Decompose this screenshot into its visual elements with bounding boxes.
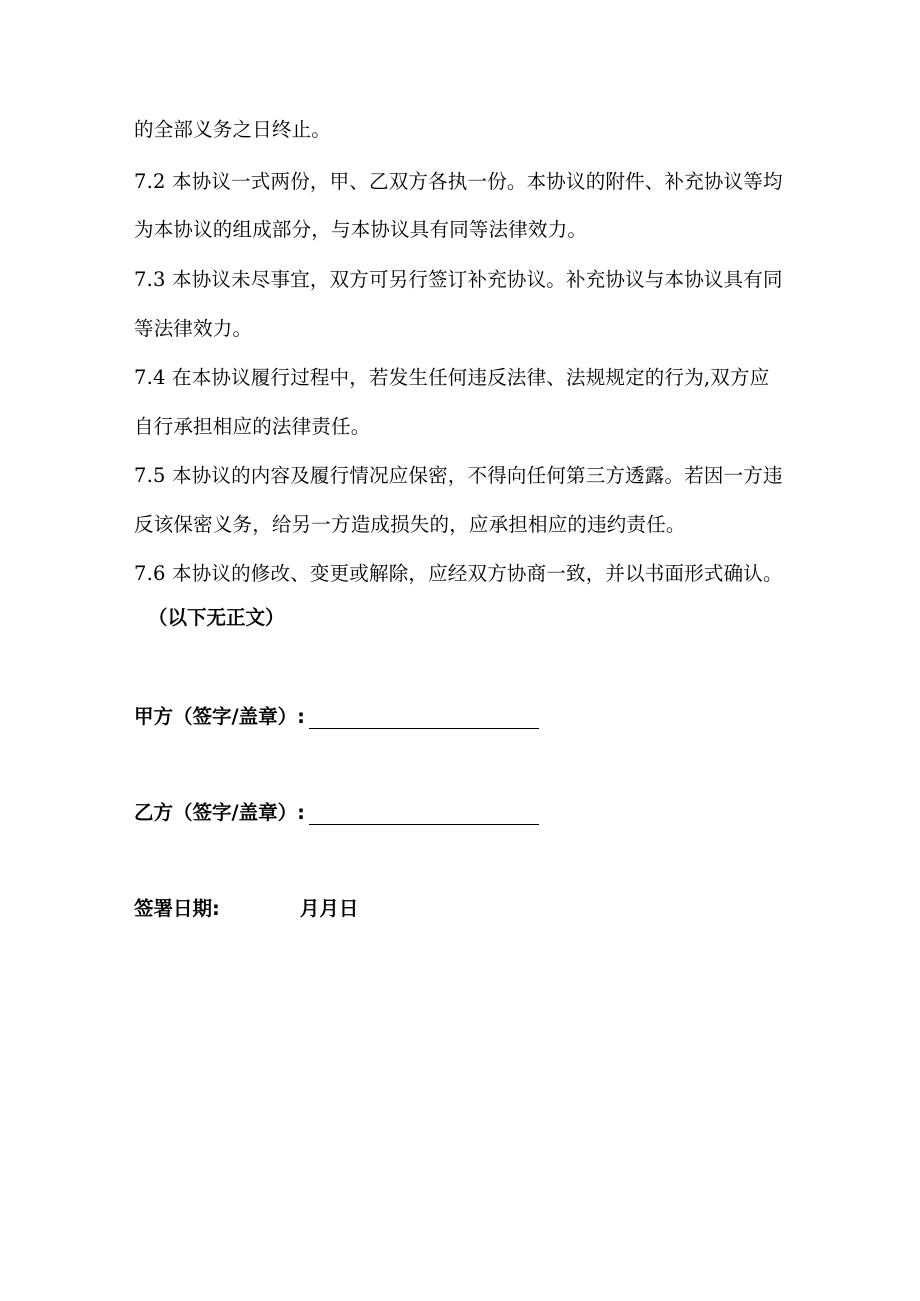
clause-line: 的全部义务之日终止。 <box>134 118 332 141</box>
clause-line: 7.4 在本协议履行过程中，若发生任何违反法律、法规规定的行为,双方应 <box>134 366 770 389</box>
clause-line: 7.5 本协议的内容及履行情况应保密，不得向任何第三方透露。若因一方违 <box>134 464 783 487</box>
signing-date-value: 月月日 <box>299 897 359 920</box>
signing-date <box>134 897 358 921</box>
clause-line: 7.2 本协议一式两份，甲、乙双方各执一份。本协议的附件、补充协议等均 <box>134 170 783 193</box>
end-of-text-note: （以下无正文） <box>148 606 285 629</box>
party-a-signature-line <box>309 706 539 729</box>
party-a-signature <box>134 705 539 729</box>
party-b-label: 乙方（签字/盖章）: <box>134 801 305 824</box>
clause-line: 7.6 本协议的修改、变更或解除，应经双方协商一致，并以书面形式确认。 <box>134 562 783 585</box>
party-b-signature <box>134 801 539 825</box>
clause-line: 自行承担相应的法律责任。 <box>134 415 371 438</box>
clause-line: 等法律效力。 <box>134 317 253 340</box>
signing-date-label: 签署日期: <box>134 897 220 920</box>
clause-line: 7.3 本协议未尽事宜，双方可另行签订补充协议。补充协议与本协议具有同 <box>134 268 783 291</box>
party-a-label: 甲方（签字/盖章）: <box>134 705 305 728</box>
party-b-signature-line <box>309 802 539 825</box>
clause-line: 反该保密义务，给另一方造成损失的，应承担相应的违约责任。 <box>134 513 686 536</box>
clause-line: 为本协议的组成部分，与本协议具有同等法律效力。 <box>134 218 588 241</box>
